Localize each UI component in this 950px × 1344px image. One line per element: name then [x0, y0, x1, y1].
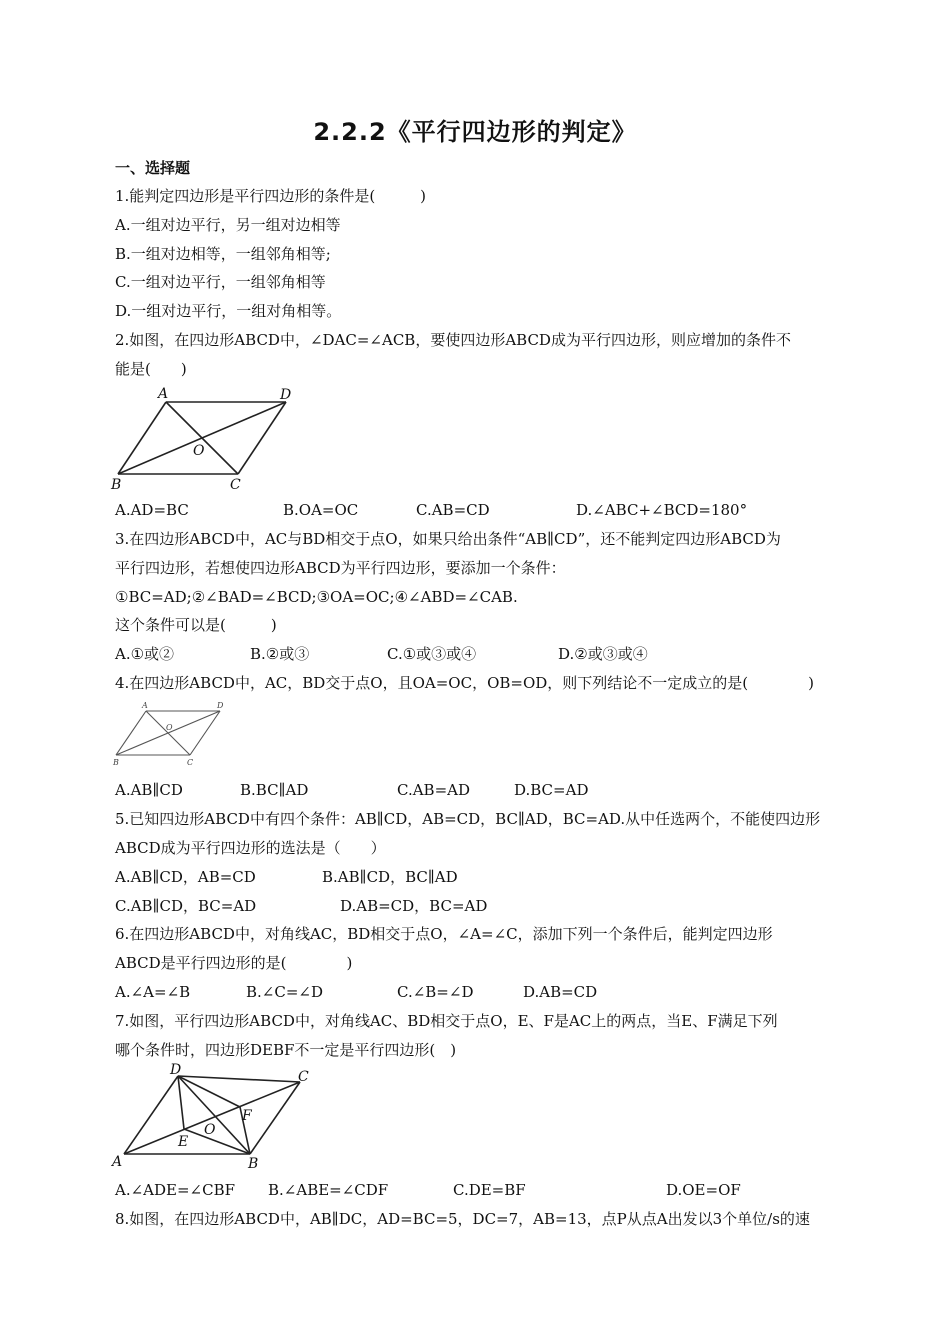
q4-figure-parallelogram	[110, 698, 230, 768]
q4-label-o: O	[166, 723, 173, 732]
q2-label-c: C	[230, 477, 241, 492]
q2-stem-line1: 2.如图，在四边形ABCD中，∠DAC=∠ACB，要使四边形ABCD成为平行四边形，则应增加的条件不	[115, 331, 791, 349]
q4-label-b: B	[113, 758, 119, 767]
q7-stem-line1: 7.如图，平行四边形ABCD中，对角线AC、BD相交于点O，E、F是AC上的两点，当E、F满足下列	[115, 1012, 778, 1030]
q2-option-b: B.OA=OC	[283, 501, 359, 519]
q7-figure-parallelogram	[108, 1062, 316, 1174]
q3-stem-line3: ①BC=AD;②∠BAD=∠BCD;③OA=OC;④∠ABD=∠CAB.	[115, 588, 518, 606]
q6-option-d: D.AB=CD	[523, 983, 598, 1001]
q4-option-a: A.AB∥CD	[115, 781, 183, 799]
q4-label-d: D	[217, 701, 224, 710]
q7-option-b: B.∠ABE=∠CDF	[268, 1181, 389, 1199]
q2-option-a: A.AD=BC	[115, 501, 189, 519]
q7-stem-line2: 哪个条件时，四边形DEBF不一定是平行四边形( )	[115, 1041, 457, 1059]
q5-stem-line2: ABCD成为平行四边形的选法是（ ）	[115, 839, 386, 857]
page-title: 2.2.2《平行四边形的判定》	[313, 118, 637, 146]
q2-label-a: A	[158, 386, 169, 402]
q4-option-c: C.AB=AD	[397, 781, 470, 799]
q5-option-c: C.AB∥CD，BC=AD	[115, 897, 257, 915]
q6-option-c: C.∠B=∠D	[397, 983, 474, 1001]
q6-option-b: B.∠C=∠D	[246, 983, 323, 1001]
q4-label-a: A	[142, 701, 148, 710]
q3-stem-line4: 这个条件可以是( )	[115, 616, 277, 634]
q5-option-a: A.AB∥CD，AB=CD	[115, 868, 256, 886]
q3-option-d: D.②或③或④	[558, 645, 648, 663]
q3-option-a: A.①或②	[115, 645, 175, 663]
q7-label-d: D	[170, 1062, 182, 1078]
q2-label-o: O	[193, 443, 205, 459]
q7-label-e: E	[178, 1134, 189, 1150]
q2-option-d: D.∠ABC+∠BCD=180°	[576, 501, 748, 519]
q3-option-b: B.②或③	[250, 645, 310, 663]
q7-label-o: O	[204, 1122, 216, 1138]
q2-stem-line2: 能是( )	[115, 360, 187, 378]
q5-stem-line1: 5.已知四边形ABCD中有四个条件：AB∥CD，AB=CD，BC∥AD，BC=AD.从中任选两个，不能使四边形	[115, 810, 821, 828]
q2-option-c: C.AB=CD	[416, 501, 490, 519]
q7-label-a: A	[112, 1154, 123, 1170]
q7-option-d: D.OE=OF	[666, 1181, 741, 1199]
q4-stem: 4.在四边形ABCD中，AC，BD交于点O，且OA=OC，OB=OD，则下列结论不一定成立的是( )	[115, 674, 814, 692]
q6-stem-line1: 6.在四边形ABCD中，对角线AC，BD相交于点O，∠A=∠C，添加下列一个条件后，能判定四边形	[115, 925, 773, 943]
q5-option-b: B.AB∥CD，BC∥AD	[322, 868, 458, 886]
q2-label-d: D	[280, 387, 292, 403]
q4-option-b: B.BC∥AD	[240, 781, 309, 799]
q2-figure-parallelogram	[108, 384, 298, 492]
q1-option-b: B.一组对边相等，一组邻角相等;	[115, 245, 331, 263]
q4-label-c: C	[187, 758, 194, 767]
section-heading: 一、选择题	[115, 159, 191, 177]
q4-option-d: D.BC=AD	[514, 781, 589, 799]
q8-stem: 8.如图，在四边形ABCD中，AB∥DC，AD=BC=5，DC=7，AB=13，点P从点A出发以3个单位/s的速	[115, 1210, 810, 1228]
q3-option-c: C.①或③或④	[387, 645, 477, 663]
q1-option-c: C.一组对边平行，一组邻角相等	[115, 273, 326, 291]
q3-stem-line2: 平行四边形，若想使四边形ABCD为平行四边形，要添加一个条件：	[115, 559, 566, 577]
q7-label-f: F	[242, 1108, 252, 1124]
q1-stem: 1.能判定四边形是平行四边形的条件是( )	[115, 187, 427, 205]
q3-stem-line1: 3.在四边形ABCD中，AC与BD相交于点O，如果只给出条件“AB∥CD”，还不能判定四边形ABCD为	[115, 530, 781, 548]
q5-option-d: D.AB=CD，BC=AD	[340, 897, 488, 915]
q1-option-d: D.一组对边平行，一组对角相等。	[115, 302, 342, 320]
q7-label-c: C	[298, 1069, 309, 1085]
q6-option-a: A.∠A=∠B	[115, 983, 191, 1001]
q7-option-a: A.∠ADE=∠CBF	[115, 1181, 236, 1199]
q2-label-b: B	[111, 477, 122, 492]
q1-option-a: A.一组对边平行，另一组对边相等	[115, 216, 341, 234]
q7-option-c: C.DE=BF	[453, 1181, 526, 1199]
q7-label-b: B	[248, 1156, 259, 1172]
q6-stem-line2: ABCD是平行四边形的是( )	[115, 954, 353, 972]
